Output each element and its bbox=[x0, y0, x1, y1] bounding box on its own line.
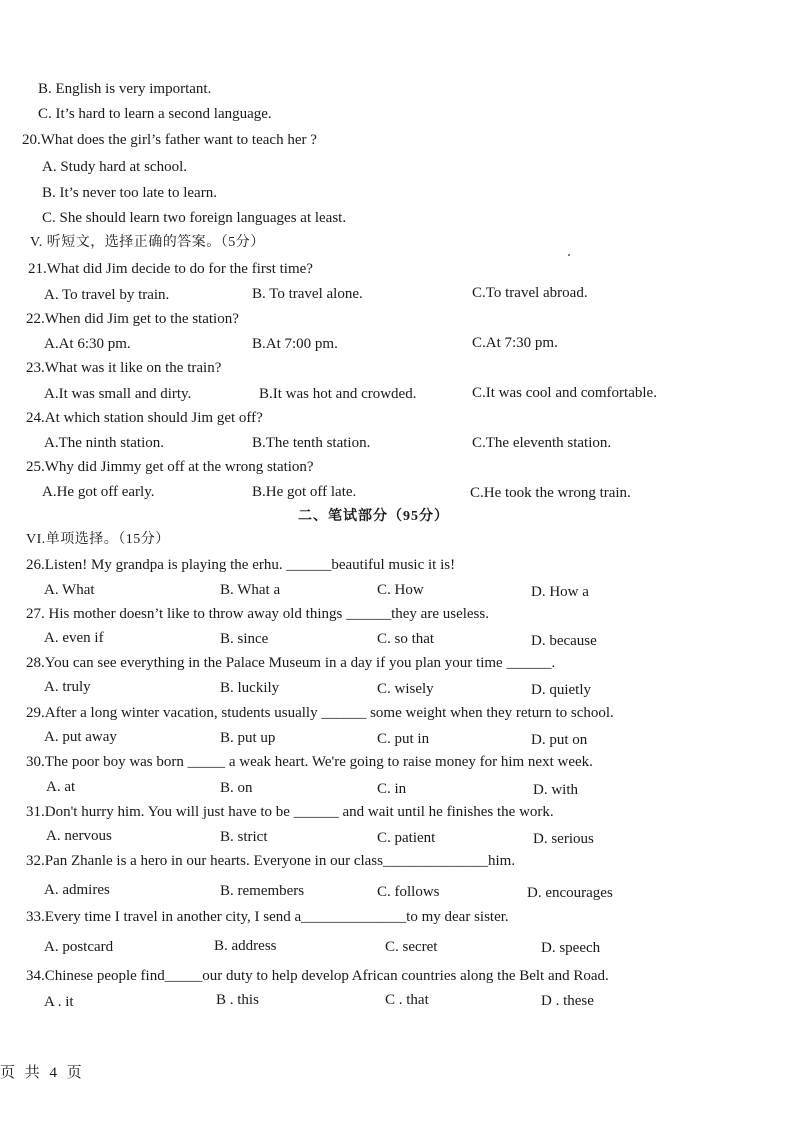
q27-option-c: C. so that bbox=[377, 631, 435, 647]
q31-stem: 31.Don't hurry him. You will just have to be ______ and wait until he finishes the work. bbox=[26, 804, 554, 820]
q31-option-b: B. strict bbox=[220, 829, 268, 845]
q29-option-a: A. put away bbox=[44, 729, 117, 745]
q30-option-a: A. at bbox=[46, 779, 76, 795]
q24-option-a: A.The ninth station. bbox=[44, 435, 164, 451]
q20-option-b: B. It’s never too late to learn. bbox=[42, 185, 217, 201]
q26-option-b: B. What a bbox=[220, 582, 281, 598]
section-6-heading: VI.单项选择。（15分） bbox=[26, 532, 170, 547]
q25-option-a: A.He got off early. bbox=[42, 484, 155, 500]
q32-option-a: A. admires bbox=[44, 882, 110, 898]
q32-option-d: D. encourages bbox=[527, 885, 613, 901]
q28-stem: 28.You can see everything in the Palace Museum in a day if you plan your time ______. bbox=[26, 655, 556, 671]
q30-option-b: B. on bbox=[220, 780, 253, 796]
q26-stem: 26.Listen! My grandpa is playing the erhu. ______beautiful music it is! bbox=[26, 557, 456, 573]
q22-option-a: A.At 6:30 pm. bbox=[44, 336, 131, 352]
q25-option-b: B.He got off late. bbox=[252, 484, 357, 500]
q27-option-d: D. because bbox=[531, 633, 597, 649]
q28-option-a: A. truly bbox=[44, 679, 91, 695]
q34-option-d: D . these bbox=[541, 993, 594, 1009]
q25-option-c: C.He took the wrong train. bbox=[470, 485, 631, 501]
q20-option-a: A. Study hard at school. bbox=[42, 159, 187, 175]
q30-option-c: C. in bbox=[377, 781, 407, 797]
q24-stem: 24.At which station should Jim get off? bbox=[26, 410, 263, 426]
scan-speck bbox=[568, 254, 570, 256]
q33-option-d: D. speech bbox=[541, 940, 601, 956]
q30-option-d: D. with bbox=[533, 782, 578, 798]
page-footer: 页 共 4 页 bbox=[0, 1065, 85, 1081]
q29-option-b: B. put up bbox=[220, 730, 276, 746]
q26-option-c: C. How bbox=[377, 582, 424, 598]
q20-stem: 20.What does the girl’s father want to teach her ? bbox=[22, 132, 317, 148]
q32-option-b: B. remembers bbox=[220, 883, 305, 899]
q31-option-c: C. patient bbox=[377, 830, 436, 846]
section-5-heading: V. 听短文，选择正确的答案。（5分） bbox=[30, 235, 265, 250]
q26-option-d: D. How a bbox=[531, 584, 589, 600]
q27-option-a: A. even if bbox=[44, 630, 104, 646]
q29-option-d: D. put on bbox=[531, 732, 588, 748]
q27-stem: 27. His mother doesn’t like to throw away old things ______they are useless. bbox=[26, 606, 489, 622]
q24-option-c: C.The eleventh station. bbox=[472, 435, 612, 451]
q34-option-b: B . this bbox=[216, 992, 259, 1008]
q31-option-d: D. serious bbox=[533, 831, 594, 847]
q28-option-c: C. wisely bbox=[377, 681, 434, 697]
q23-option-c: C.It was cool and comfortable. bbox=[472, 385, 657, 401]
q29-option-c: C. put in bbox=[377, 731, 430, 747]
q30-stem: 30.The poor boy was born _____ a weak heart. We're going to raise money for him next week. bbox=[26, 754, 593, 770]
q19-option-b: B. English is very important. bbox=[38, 81, 212, 97]
q23-stem: 23.What was it like on the train? bbox=[26, 360, 222, 376]
q34-option-c: C . that bbox=[385, 992, 429, 1008]
q34-option-a: A . it bbox=[44, 994, 74, 1010]
part-2-heading: 二、笔试部分（95分） bbox=[298, 509, 449, 524]
q34-stem: 34.Chinese people find_____our duty to help develop African countries along the Belt and Road. bbox=[26, 968, 609, 984]
q33-option-b: B. address bbox=[214, 938, 277, 954]
q20-option-c: C. She should learn two foreign languages at least. bbox=[42, 210, 347, 226]
q21-option-c: C.To travel abroad. bbox=[472, 285, 588, 301]
q19-option-c: C. It’s hard to learn a second language. bbox=[38, 106, 272, 122]
q22-option-c: C.At 7:30 pm. bbox=[472, 335, 558, 351]
q25-stem: 25.Why did Jimmy get off at the wrong station? bbox=[26, 459, 314, 475]
q21-stem: 21.What did Jim decide to do for the first time? bbox=[28, 261, 313, 277]
q23-option-a: A.It was small and dirty. bbox=[44, 386, 192, 402]
q28-option-d: D. quietly bbox=[531, 682, 591, 698]
q22-stem: 22.When did Jim get to the station? bbox=[26, 311, 239, 327]
q29-stem: 29.After a long winter vacation, students usually ______ some weight when they return to school. bbox=[26, 705, 614, 721]
q21-option-b: B. To travel alone. bbox=[252, 286, 363, 302]
q33-option-a: A. postcard bbox=[44, 939, 114, 955]
q24-option-b: B.The tenth station. bbox=[252, 435, 371, 451]
q27-option-b: B. since bbox=[220, 631, 269, 647]
q33-stem: 33.Every time I travel in another city, I send a______________to my dear sister. bbox=[26, 909, 509, 925]
q21-option-a: A. To travel by train. bbox=[44, 287, 170, 303]
q28-option-b: B. luckily bbox=[220, 680, 280, 696]
q32-stem: 32.Pan Zhanle is a hero in our hearts. Everyone in our class______________him. bbox=[26, 853, 516, 869]
q26-option-a: A. What bbox=[44, 582, 95, 598]
q33-option-c: C. secret bbox=[385, 939, 438, 955]
q32-option-c: C. follows bbox=[377, 884, 440, 900]
q23-option-b: B.It was hot and crowded. bbox=[259, 386, 417, 402]
q22-option-b: B.At 7:00 pm. bbox=[252, 336, 338, 352]
q31-option-a: A. nervous bbox=[46, 828, 112, 844]
